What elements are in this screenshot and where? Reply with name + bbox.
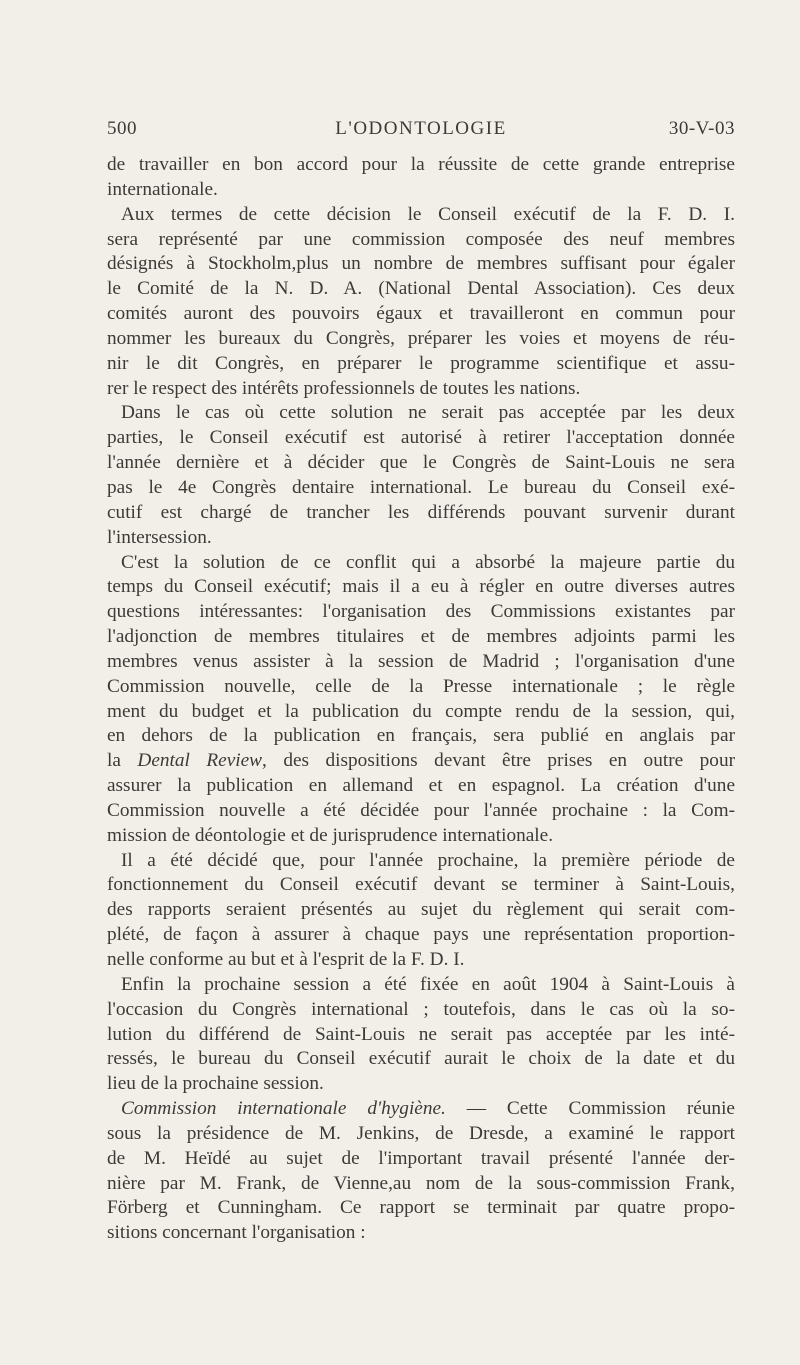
text-line: assurer la publication en allemand et en espagnol. La création d'une [107,775,735,797]
text-line: ment du budget et la publication du compte rendu de la session, qui, [107,700,735,722]
text-line: des rapports seraient présentés au sujet du règlement qui serait com- [107,899,735,921]
journal-title: L'ODONTOLOGIE [335,118,507,139]
section-heading-italic: Commission internationale d'hygiène. [121,1098,446,1120]
text-line: Aux termes de cette décision le Conseil exécutif de la F. D. I. [121,203,735,225]
text-line: membres venus assister à la session de Madrid ; l'organisation d'une [107,650,735,672]
text-line [107,1097,735,1122]
running-header [107,118,735,146]
text-line: rer le respect des intérêts professionnels de toutes les nations. [107,377,581,399]
text-fragment: — Cette Commission réunie [445,1098,735,1120]
text-line: nelle conforme au but et à l'esprit de la F. D. I. [107,949,465,970]
text-line: lution du différend de Saint-Louis ne serait pas acceptée par les inté- [107,1023,735,1045]
text-line: fonctionnement du Conseil exécutif devant se terminer à Saint-Louis, [107,874,735,896]
issue-date: 30-V-03 [668,118,735,139]
text-line: plété, de façon à assurer à chaque pays une représentation proportion- [107,924,735,946]
text-line: ressés, le bureau du Conseil exécutif aurait le choix de la date et du [107,1048,735,1070]
text-line: Förberg et Cunningham. Ce rapport se terminait par quatre propo- [107,1197,735,1219]
text-line: l'adjonction de membres titulaires et de membres adjoints parmi les [107,626,735,648]
text-line: pas le 4e Congrès dentaire international. Le bureau du Conseil exé- [107,476,735,498]
text-line: Il a été décidé que, pour l'année prochaine, la première période de [121,849,735,871]
text-line: sous la présidence de M. Jenkins, de Dresde, a examiné le rapport [107,1122,735,1144]
text-line: nière par M. Frank, de Vienne,au nom de la sous-commission Frank, [107,1172,735,1194]
text-line: temps du Conseil exécutif; mais il a eu à régler en outre diverses autres [107,576,735,598]
page-number: 500 [107,118,137,139]
text-line: l'intersession. [107,526,212,548]
text-line: internationale. [107,178,218,200]
text-line: questions intéressantes: l'organisation des Commissions existantes par [107,601,735,623]
text-line: l'année dernière et à décider que le Congrès de Saint-Louis ne sera [107,452,735,474]
text-line: C'est la solution de ce conflit qui a absorbé la majeure partie du [121,551,735,573]
text-line: Commission nouvelle a été décidée pour l'année prochaine : la Com- [107,799,735,821]
text-line: le Comité de la N. D. A. (National Dental Association). Ces deux [107,278,735,300]
journal-name-italic: Dental Review [137,750,263,772]
text-line: désignés à Stockholm,plus un nombre de membres suffisant pour égaler [107,253,735,275]
text-line: sera représenté par une commission composée des neuf membres [107,228,735,250]
text-line: mission de déontologie et de jurisprudence internationale. [107,824,554,846]
text-line: de M. Heïdé au sujet de l'important travail présenté l'année der- [107,1147,735,1169]
text-line: comités auront des pouvoirs égaux et travailleront en commun pour [107,303,735,325]
text-line: l'occasion du Congrès international ; toutefois, dans le cas où la so- [107,998,735,1020]
text-line: nommer les bureaux du Congrès, préparer les voies et moyens de réu- [107,327,735,349]
text-line: Enfin la prochaine session a été fixée en août 1904 à Saint-Louis à [121,973,735,995]
text-fragment: la [107,750,138,772]
text-line: parties, le Conseil exécutif est autorisé à retirer l'acceptation donnée [107,427,735,449]
text-line: en dehors de la publication en français, sera publié en anglais par [107,725,735,747]
text-line: de travailler en bon accord pour la réussite de cette grande entreprise [107,154,735,175]
text-line: cutif est chargé de trancher les différends pouvant survenir durant [107,501,735,523]
text-line: nir le dit Congrès, en préparer le programme scientifique et assu- [107,352,735,374]
text-line: Dans le cas où cette solution ne serait pas acceptée par les deux [121,402,735,424]
text-line [107,749,735,774]
text-line: lieu de la prochaine session. [107,1073,324,1095]
text-fragment: , des dispositions devant être prises en outre pour [262,750,736,772]
text-line: sitions concernant l'organisation : [107,1222,366,1244]
text-line: Commission nouvelle, celle de la Presse internationale ; le règle [107,675,735,697]
body-text [107,153,735,1246]
